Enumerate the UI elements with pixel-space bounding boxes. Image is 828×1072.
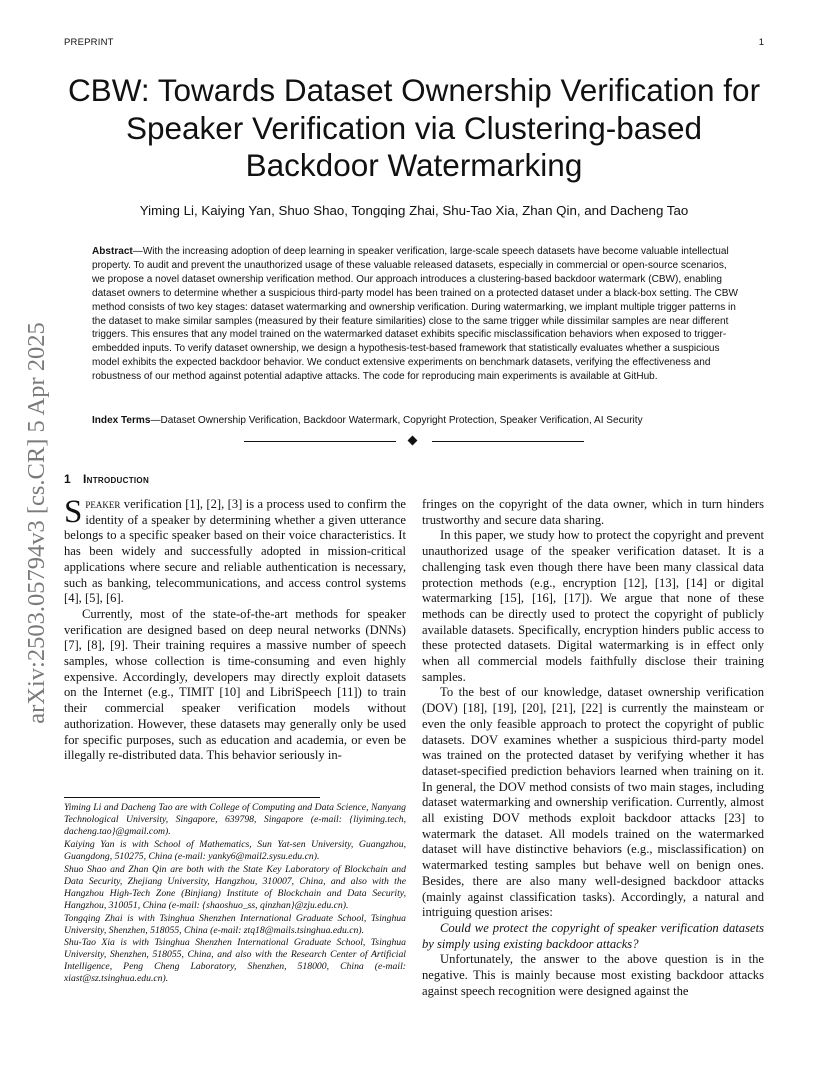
first-word-small-caps: peaker (85, 497, 121, 511)
arxiv-identifier-text: arXiv:2503.05794v3 [cs.CR] 5 Apr 2025 (23, 321, 50, 724)
footnote: Kaiying Yan is with School of Mathematics, Sun Yat-sen University, Guangzhou, Guangdong, 510275, China (e-mail: yanky6@mail2.sysu.edu.cn). (64, 838, 406, 862)
section-title: Introduction (82, 472, 150, 486)
divider-rule-left (244, 441, 396, 442)
paragraph: In this paper, we study how to protect the copyright and prevent unauthorized usage of the speaker verification dataset. It is a challenging task even though there have been many classical data protection methods (e.g., encryption [12], [13], [14] or digital watermarking [15], [16], [17]). We argue that none of these methods can be directly used to protect the copyright of publicly available datasets. Specifically, encryption hinders public access to these protected datasets. Digital watermarking is in effect only when all commercial models faithfully disclose their training samples. (422, 528, 764, 684)
footnote: Shuo Shao and Zhan Qin are both with the State Key Laboratory of Blockchain and Data Security, Zhejiang University, Hangzhou, 310007, China, and also with the Hangzhou High-Tech Zone (Binjiang) Institute of Blockchain and Data Security, Hangzhou, 310051, China (e-mail: {shaoshuo_ss, qinzhan}@zju.edu.cn). (64, 863, 406, 911)
paragraph-text: verification [1], [2], [3] is a process used to confirm the identity of a speaker by determining whether a given utterance belongs to a specific speaker based on their voice characteristics. It has been widely and successfully adopted in mission-critical applications where secure and reliable authentication is necessary, such as banking, telecommunications, and access control systems [4], [5], [6]. (64, 497, 406, 606)
section-number: 1 (64, 472, 71, 486)
drop-cap: S (64, 494, 83, 530)
footnote: Shu-Tao Xia is with Tsinghua Shenzhen International Graduate School, Tsinghua University, Shenzhen, 518055, China, and also with the Research Center of Artificial Intelligence, Peng Cheng Laboratory, Shenzhen, 518000, China (e-mail: xiast@sz.tsinghua.edu.cn). (64, 937, 406, 985)
footnote-rule (64, 797, 320, 798)
divider-rule-right (432, 441, 584, 442)
footnotes (64, 802, 406, 986)
arxiv-identifier-stamp (19, 290, 55, 755)
abstract-label: Abstract (92, 246, 133, 257)
index-terms (92, 414, 738, 428)
abstract-text: —With the increasing adoption of deep learning in speaker verification, large-scale speech datasets have become valuable intellectual property. To audit and prevent the unauthorized usage of these valuable released datasets, especially in commercial or open-source scenarios, we propose a novel dataset ownership verification method. Our approach introduces a clustering-based backdoor watermark (CBW), enabling dataset owners to determine whether a suspicious third-party model has been trained on a protected dataset under a black-box setting. The CBW method consists of two key stages: dataset watermarking and ownership verification. During watermarking, we implant multiple trigger patterns in the dataset to make similar samples (measured by their feature similarities) close to the same trigger while dissimilar samples are near different triggers. This ensures that any model trained on the watermarked dataset exhibits specific misclassification behaviors when exposed to trigger-embedded inputs. To verify dataset ownership, we design a hypothesis-test-based framework that statistically evaluates whether a suspicious model exhibits the expected backdoor behavior. We conduct extensive experiments on benchmark datasets, verifying the effectiveness and robustness of our method against potential adaptive attacks. The code for reproducing main experiments is available at GitHub. (92, 246, 738, 383)
abstract (92, 245, 738, 384)
section-heading (64, 472, 149, 486)
divider-diamond-icon (408, 436, 418, 446)
paragraph (64, 494, 406, 607)
research-question: Could we protect the copyright of speaker verification datasets by simply using existing backdoor attacks? (422, 920, 764, 951)
footnote: Yiming Li and Dacheng Tao are with College of Computing and Data Science, Nanyang Technological University, Singapore, 639798, Singapore (e-mail: {liyiming.tech, dacheng.tao}@gmail.com). (64, 802, 406, 837)
paragraph: Currently, most of the state-of-the-art methods for speaker verification are designed based on deep neural networks (DNNs) [7], [8], [9]. Their training requires a massive number of speech samples, whose collection is time-consuming and even highly expensive. Accordingly, developers may directly exploit datasets on the Internet (e.g., TIMIT [10] and LibriSpeech [11]) to train their commercial speaker verification models without authorization. However, these datasets may generally only be used for specific purposes, such as education and academia, or even be illegally re-distributed data. This behavior seriously in- (64, 606, 406, 763)
paragraph: Unfortunately, the answer to the above question is in the negative. This is mainly because most existing backdoor attacks against speech recognition were designed against the (422, 952, 764, 998)
left-column (64, 494, 406, 764)
paper-title: CBW: Towards Dataset Ownership Verification for Speaker Verification via Clustering-based Backdoor Watermarking (67, 72, 761, 183)
right-column (422, 497, 764, 1000)
author-list: Yiming Li, Kaiying Yan, Shuo Shao, Tongqing Zhai, Shu-Tao Xia, Zhan Qin, and Dacheng Tao (139, 203, 689, 218)
section-divider (244, 434, 584, 448)
page-number: 1 (758, 37, 764, 48)
index-terms-label: Index Terms (92, 415, 151, 426)
index-terms-text: —Dataset Ownership Verification, Backdoor Watermark, Copyright Protection, Speaker Verification, AI Security (150, 415, 643, 426)
paragraph: To the best of our knowledge, dataset ownership verification (DOV) [18], [19], [20], [21], [22] is currently the mainsteam or even the only feasible approach to protect the copyright of public datasets. DOV examines whether a suspicious third-party model was trained on the protected dataset by verifying whether it has dataset-specified prediction behaviors learned when training on it. In general, the DOV method consists of two main stages, including dataset watermarking and ownership verification. Currently, almost all existing DOV methods exploit backdoor attacks [23] to watermark the dataset. All models trained on the watermarked dataset will have distinctive behaviors (e.g., misclassification) on watermarked testing samples but behave well on benign ones. Besides, there are also many well-designed backdoor attacks (mainly against classification tasks). Accordingly, a natural and intriguing question arises: (422, 685, 764, 920)
paragraph: fringes on the copyright of the data owner, which in turn hinders trustworthy and secure data sharing. (422, 497, 764, 527)
running-header: PREPRINT (64, 37, 114, 48)
footnote: Tongqing Zhai is with Tsinghua Shenzhen International Graduate School, Tsinghua University, Shenzhen, 518055, China (e-mail: ztq18@mails.tsinghua.edu.cn). (64, 912, 406, 936)
